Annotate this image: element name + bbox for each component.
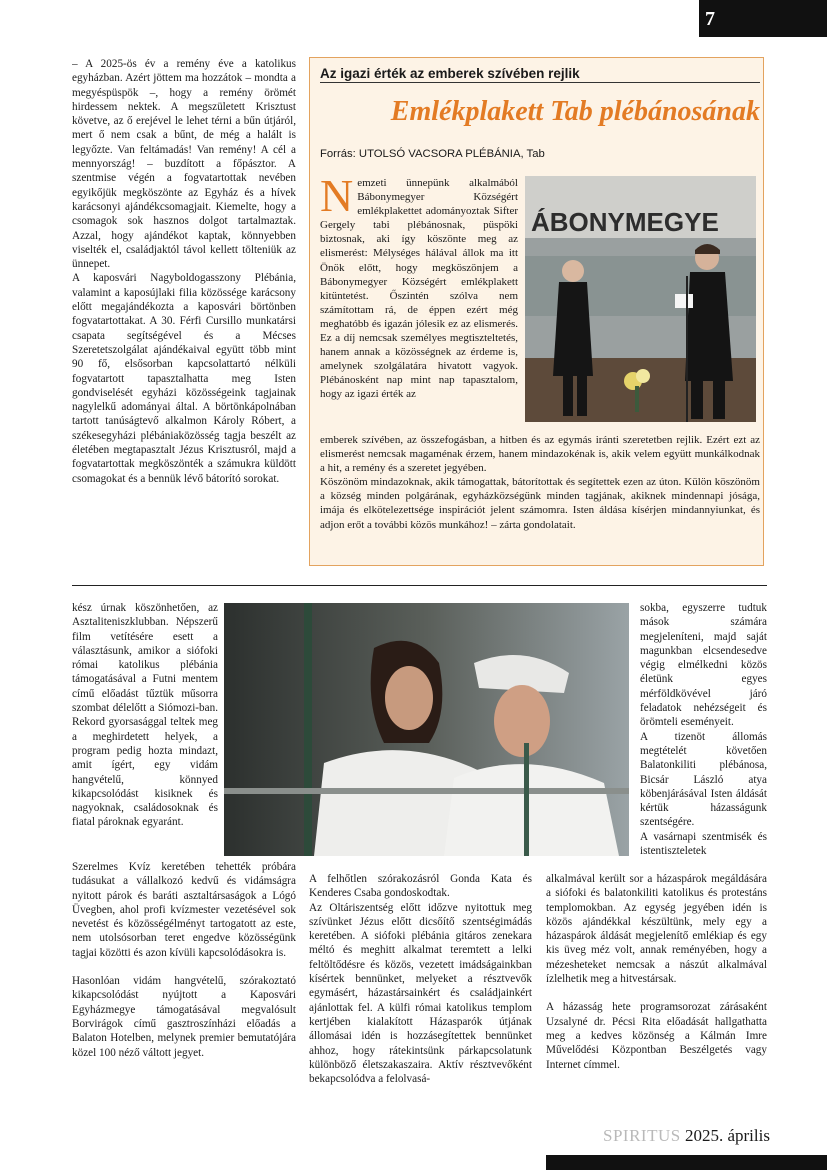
page-number: 7 [705,8,715,30]
bottom-col2-paragraph-1: A felhőtlen szórakozásról Gonda Kata és Kenderes Csaba gondoskodtak. [309,873,532,900]
box-paragraph: Köszönöm mindazoknak, akik támogattak, bátorítottak és segítettek ezen az úton. Külön köszönöm a község minden polgárának, egyházközségünk minden tagjának, akiknek mindennapi jósága, imája és elkötelezettsége inspirációt jelent számomra. Isten áldása kísérjen mindannyiunkat, és adjon erőt a további közös munkához! – zárta gondolatait. [320,476,760,531]
box-kicker: Az igazi érték az emberek szívében rejlik [320,66,760,83]
couple-photo-illustration [224,603,629,856]
award-ceremony-photo [525,176,756,422]
bottom-col3-paragraph-2: A tizenöt állomás megtételét követően Balatonkiliti plébánosa, Bicsár László atya köbenjárásával Isten áldását kértük házasságunk szentségére. [640,730,767,829]
section-divider [72,585,767,586]
footer-masthead [603,1126,770,1146]
drop-cap: N [320,170,354,221]
box-lead: emzeti ünnepünk alkalmából Bábonymegyer Községért emlékplakettet adományoztak Sifter Gergely tabi plébánosnak, püspöki biztosnak, aki így köszönte meg az elismerést: Mélységes hálával állok ma itt Önök előtt, hogy megköszönjem a Bábonymegyer Községért emlékplakett kitüntetést. Őszintén szólva nem számítottam rá, de éppen ezért még meghatóbb és igazán jólesik ez az elismerés. Ez a díj nemcsak személyes megtiszteltetés, hanem annak a közösségnek az érdeme is, amelynek szolgálatára hivatott vagyok. Plébánosként nap mint nap tapasztalom, hogy az igazi érték az [320,177,518,401]
footer-date: 2025. április [684,1126,770,1145]
left-paragraph-2: A kaposvári Nagyboldogasszony Plébánia, valamint a kaposújlaki filia közössége karácsony előtt megajándékozta a kaposvári börtönben fogvatartottakat. A 30. Férfi Cursillo munkatársi csapata segítségével és a Mécses Szeretetszolgálat ajándékaival együtt több mint 90 fő, elsősorban kapcsolattartó nélküli fogvatartott tapasztalhatta meg Isten gondviselését egyházi közösségeink tagjainak nagylelkű adományai által. A börtönkápolnában tartott tanúságtevő alkalmon Károly Róbert, a székesegyházi plébániaközösség tagja beszélt az életében megtapasztalt Jézus Krisztusról, majd a fogvatartottak megköszönték a számukra küldött csomagokat és a bennük lévő bátorító sorokat. [72,272,296,485]
bottom-col3-narrow [640,601,767,865]
bottom-col2 [309,872,532,1124]
box-continued: emberek szívében, az összefogásban, a hitben és az egymás iránti szeretetben rejlik. Ezért ezt az elismerést nemcsak magaménak érzem, hanem mindazokénak is, akik velem együtt munkálkodnak a hit, a remény és a szeretet jegyében. [320,434,760,475]
bottom-col1-paragraph-2: Szerelmes Kvíz keretében tehették próbára tudásukat a vállalkozó kedvű és vidámságra nyitott párok és baráti asztaltársaságok a Lógó Üvegben, ahol profi kvízmester vezetésével sok nevetést és közösségélményt tartogatott az este, nem utolsósorban teret engedve közösségünk tagjai közötti és azon kívüli kapcsolódásokra is. [72,861,296,959]
banner-text: ÁBONYMEGYE [531,207,719,237]
bottom-col3-wide [546,872,767,1117]
feature-box [309,57,764,566]
box-continued-text [320,433,760,532]
bottom-col3-paragraph-5: A házasság hete programsorozat zárásaként Uzsalyné dr. Pécsi Rita előadását hallgathatta meg a kedves közönség a Kálmán Imre Művelődési Központban Beszélgetés vagy Internet címmel. [546,1001,767,1071]
bottom-col3-paragraph-3: A vasárnapi szentmisék és istentiszteletek [640,830,767,858]
footer-bar [546,1155,827,1170]
bottom-col2-paragraph-2: Az Oltáriszentség előtt időzve nyitottuk meg szívünket Jézus előtt dicsőítő szentségimádás keretében. A siófoki plébánia gitáros zenekara méltó és meghitt alkalmat teremtett a lelki feltöltődésre és közös, vezetett imádságainkban kísértek bennünket, melyeket a résztvevők egymásért, házastársainkért és családjainkért ajánlottak fel. A külfi római katolikus templom kertjében kialakított Házasparók útjának állomásai idén is hozzásegítettek bennünket ahhoz, hogy rátekintsünk párkapcsolatunk különböző életszakaszaira. Aktív résztvevőként bekapcsolódva a felolvasá- [309,901,532,1086]
box-title: Emlékplakett Tab plébánosának [390,96,760,127]
bottom-col1-paragraph-1: kész úrnak köszönhetően, az Asztaliteniszklubban. Népszerű film vetítésére esett a választásunk, amikor a siófoki római katolikus plébánia támogatásával a Futni mentem című előadást tűztük műsorra szombat délelőtt a Siómozi-ban. Rekord gyorsasággal teltek meg a meghirdetett helyek, a program pedig hozta mindazt, amit ígért, egy vidám hangvételű, könnyed kikapcsolódást kisiknek és nagyoknak, családosoknak és fiatal pároknak egyaránt. [72,602,218,829]
left-column-article [72,57,296,569]
bottom-col1-wide [72,860,296,1120]
bottom-col1-paragraph-3: Hasonlóan vidám hangvételű, szórakoztató kikapcsolódást nyújtott a Kaposvári Egyházmegye támogatásával megvalósult Borvirágok című gasztroszínházi előadás a Balaton Hotelben, melynek premier bemutatójára közel 100 néző váltott jegyet. [72,975,296,1059]
bottom-col1-narrow [72,601,218,865]
award-photo-illustration [525,176,756,422]
bottom-col3-paragraph-4: alkalmával került sor a házaspárok megáldására a siófoki és balatonkiliti katolikus és protestáns templomokban. Az egység jegyében idén is közös ajándékkal készültünk, mely egy a házaspárok áldását megjelenítő emlékiap és egy kis üveg méz volt, annak reményében, hogy a mézesheteket nemcsak a nászút alkalmával ízlelhetik meg a hitvestársak. [546,873,767,986]
couple-photo [224,603,629,856]
bottom-col3-paragraph-1: sokba, egyszerre tudtuk mások számára megjeleníteni, majd saját magunkban elcsendesedve végig elmélkedni közös életünk egyes mérföldkövével járó feladatok nehézségeit és örömteli eseményeit. [640,602,767,729]
left-paragraph-1: – A 2025-ös év a remény éve a katolikus egyházban. Azért jöttem ma hozzátok – mondta a megyéspüspök –, hogy a remény örömét hirdessem nektek. A megszületett Krisztust követve, az ő erejével le lehet térni a bűn útjáról, mert ő nem csak a bűnt, de még a halált is legyőzte. Van feltámadás! Van remény! A cél a mennyország! – buzdított a főpásztor. A szentmise végén a fogvatartottak nevében egyikőjük megköszönte az Egyház és a hívek karácsonyi ajándékcsomagjait. Kiemelte, hogy a csomagok sok hasznos dolgot tartalmaztak. Azzal, hogy ajándékot kaptak, könnyebben viselték el, családjaktól távol kellett tölteniük az ünnepet. [72,58,296,271]
box-source: Forrás: UTOLSÓ VACSORA PLÉBÁNIA, Tab [320,148,545,160]
footer-magazine-name: SPIRITUS [603,1126,681,1145]
box-lead-text [320,170,518,402]
page-number-box [699,0,827,37]
